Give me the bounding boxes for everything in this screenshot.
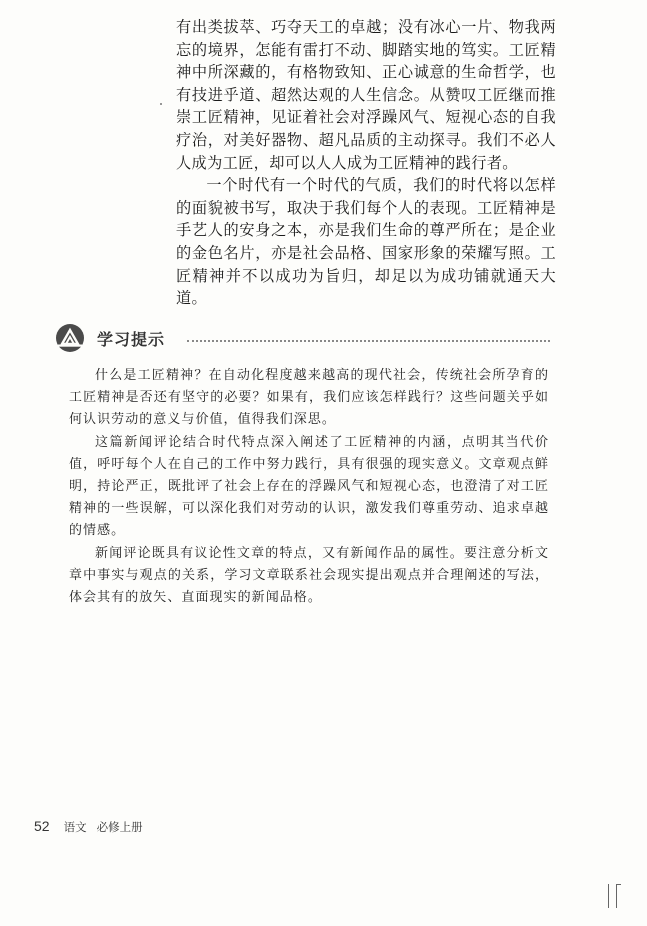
study-tips-paragraph-3: 新闻评论既具有议论性文章的特点，又有新闻作品的属性。要注意分析文章中事实与观点的关系，学习文章联系社会现实提出观点并合理阐述的写法，体会其有的放矢、直面现实的新闻品格。 [69,545,549,606]
book-subject: 语文 [63,820,87,834]
study-tips-paragraph-1: 什么是工匠精神？在自动化程度越来越高的现代社会，传统社会所孕育的工匠精神是否还有坚守的必要？如果有，我们应该怎样践行？这些问题关乎如何认识劳动的意义与价值，值得我们深思。 [69,368,549,428]
article-body [176,16,556,310]
study-tips-logo-icon [55,323,85,353]
study-tips-header [55,320,550,356]
page-footer [34,818,143,835]
page-number: 52 [34,818,50,834]
article-paragraph-1: 有出类拔萃、巧夺天工的卓越；没有冰心一片、物我两忘的境界，怎能有雷打不动、脚踏实地的笃实。工匠精神中所深藏的，有格物致知、正心诚意的生命哲学，也有技进乎道、超然达观的人生信念。从赞叹工匠继而推崇工匠精神，见证着社会对浮躁风气、短视心态的自我疗治，对美好器物、超凡品质的主动探寻。我们不必人人成为工匠，却可以人人成为工匠精神的践行者。 [176,18,556,172]
article-paragraph-2: 一个时代有一个时代的气质，我们的时代将以怎样的面貌被书写，取决于我们每个人的表现。工匠精神是手艺人的安身之本，亦是我们生命的尊严所在；是企业的金色名片，亦是社会品格、国家形象的荣耀写照。工匠精神并不以成功为旨归，却足以为成功铺就通天大道。 [176,176,556,308]
binding-edge-mark [608,884,622,908]
dotted-divider [187,339,550,342]
study-tips-body [69,365,549,609]
scan-speck [160,103,162,105]
book-volume: 必修上册 [96,820,143,834]
study-tips-title: 学习提示 [97,329,166,349]
study-tips-paragraph-2: 这篇新闻评论结合时代特点深入阐述了工匠精神的内涵，点明其当代价值，呼吁每个人在自己的工作中努力践行，具有很强的现实意义。文章观点鲜明，持论严正，既批评了社会上存在的浮躁风气和短视心态，也澄清了对工匠精神的一些误解，可以深化我们对劳动的认识，激发我们尊重劳动、追求卓越的情感。 [69,434,549,539]
